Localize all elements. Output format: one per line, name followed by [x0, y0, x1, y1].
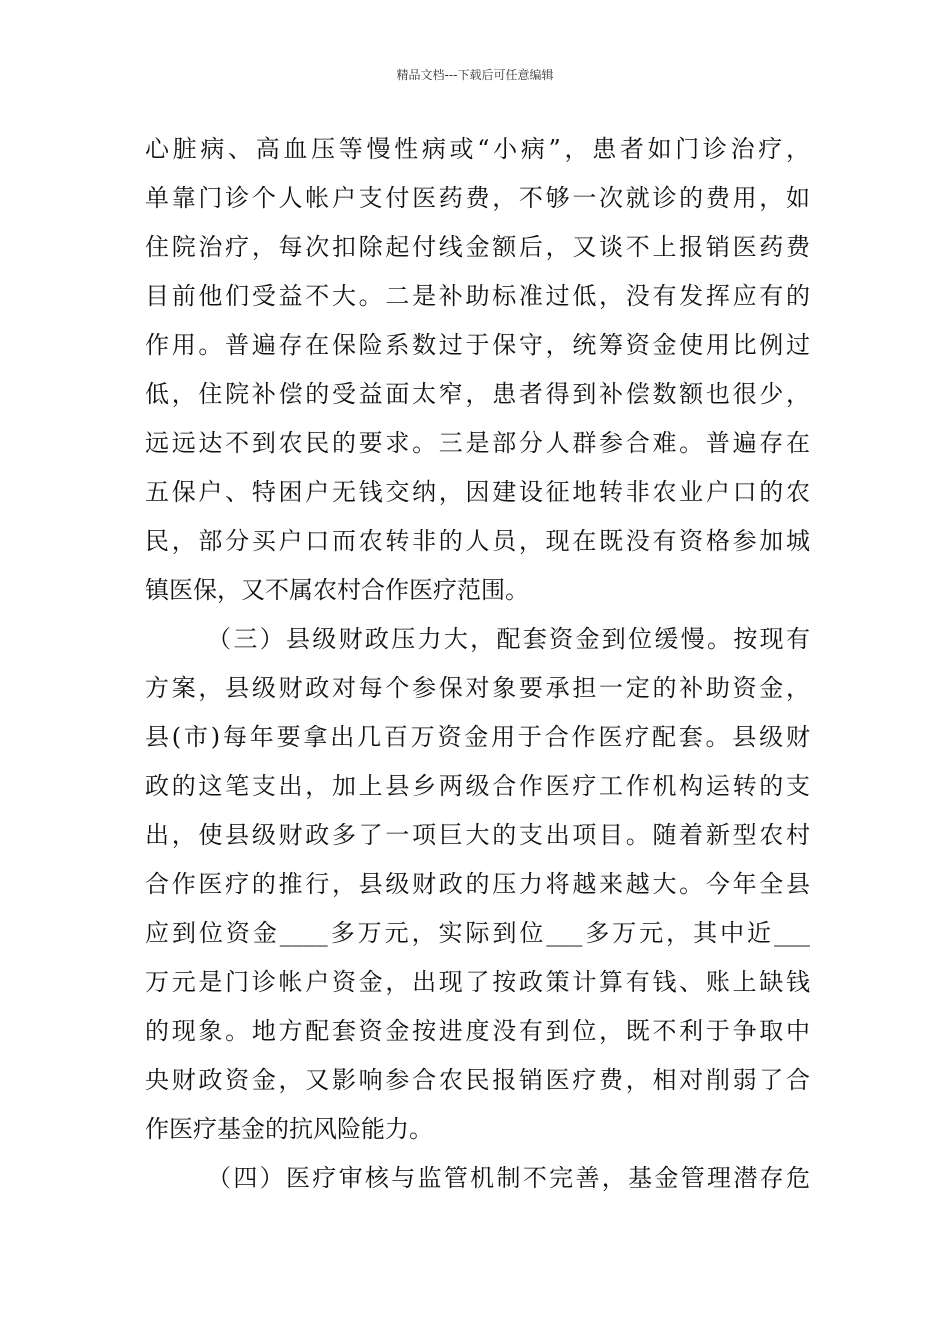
text-line: 目前他们受益不大。二是补助标准过低，没有发挥应有的 [145, 282, 810, 310]
text-line: 作用。普遍存在保险系数过于保守，统筹资金使用比例过 [145, 331, 810, 359]
text-line: 合作医疗的推行，县级财政的压力将越来越大。今年全县 [145, 870, 810, 898]
text-line: 应到位资金____多万元，实际到位___多万元，其中近___ [145, 919, 810, 947]
text-line: 单靠门诊个人帐户支付医药费，不够一次就诊的费用，如 [145, 184, 810, 212]
text-line: 远远达不到农民的要求。三是部分人群参合难。普遍存在 [145, 429, 810, 457]
text-line: 政的这笔支出，加上县乡两级合作医疗工作机构运转的支 [145, 772, 810, 800]
text-line: 县(市)每年要拿出几百万资金用于合作医疗配套。县级财 [145, 723, 810, 751]
text-line: 央财政资金，又影响参合农民报销医疗费，相对削弱了合 [145, 1066, 810, 1094]
text-line: 五保户、特困户无钱交纳，因建设征地转非农业户口的农 [145, 478, 810, 506]
text-line: 万元是门诊帐户资金，出现了按政策计算有钱、账上缺钱 [145, 968, 810, 996]
paragraph-end-line: 作医疗基金的抗风险能力。 [145, 1115, 433, 1143]
text-line: 心脏病、高血压等慢性病或“小病”，患者如门诊治疗， [145, 135, 810, 163]
text-line: 出，使县级财政多了一项巨大的支出项目。随着新型农村 [145, 821, 810, 849]
paragraph-heading-line: （三）县级财政压力大，配套资金到位缓慢。按现有 [207, 625, 810, 653]
text-line: 低，住院补偿的受益面太窄，患者得到补偿数额也很少， [145, 380, 810, 408]
text-line: 方案，县级财政对每个参保对象要承担一定的补助资金， [145, 674, 810, 702]
page-header: 精品文档---下载后可任意编辑 [396, 68, 554, 82]
paragraph-end-line: 镇医保，又不属农村合作医疗范围。 [145, 576, 529, 604]
text-line: 住院治疗，每次扣除起付线金额后，又谈不上报销医药费 [145, 233, 810, 261]
text-line: 民，部分买户口而农转非的人员，现在既没有资格参加城 [145, 527, 810, 555]
paragraph-heading-line: （四）医疗审核与监管机制不完善，基金管理潜存危 [207, 1164, 810, 1192]
body-text [145, 125, 810, 1203]
text-line: 的现象。地方配套资金按进度没有到位，既不利于争取中 [145, 1017, 810, 1045]
